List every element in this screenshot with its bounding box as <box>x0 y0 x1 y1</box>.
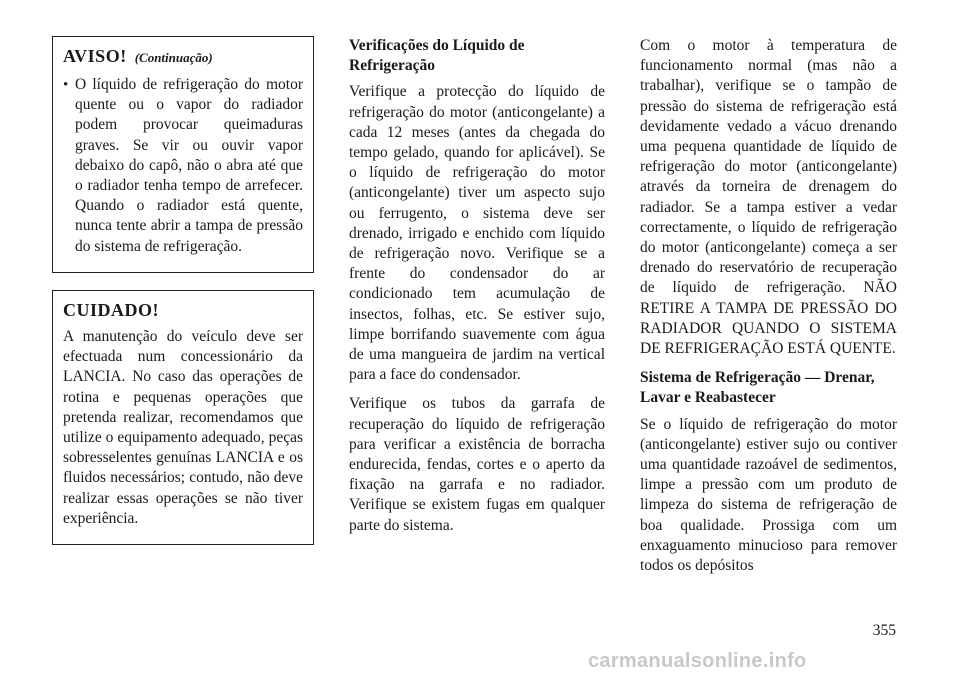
warning-title: AVISO! <box>63 46 127 66</box>
warning-box <box>52 36 314 273</box>
warning-bullet <box>63 75 303 257</box>
caution-title: CUIDADO! <box>63 300 159 320</box>
column-cooling-system <box>640 36 897 576</box>
column-coolant-checks <box>349 36 605 536</box>
page-number: 355 <box>872 622 896 639</box>
coolant-checks-paragraph-2: Verifique os tubos da garrafa de recuperação do líquido de refrigeração para verificar a existência de borracha endurecida, fendas, cortes e o aperto da fixação na garrafa e no radiador. Verifique se existem fugas em qualquer parte do sistema. <box>349 395 605 534</box>
cooling-system-heading: Sistema de Refrigeração — Drenar, Lavar e Reabastecer <box>640 369 875 407</box>
caution-text: A manutenção do veículo deve ser efectuada num concessionário da LANCIA. No caso das operações de rotina e pequenas operações que pretenda realizar, recomendamos que utilize o equipamento adequado, peças sobresselentes genuínas LANCIA e os fluidos necessários; contudo, não deve realizar essas operações se não tiver experiência. <box>63 328 303 527</box>
pressure-cap-paragraph: Com o motor à temperatura de funcionamento normal (mas não a trabalhar), verifique se o tampão de pressão do sistema de refrigeração está devidamente vedado a vácuo drenando uma pequena quantidade de líquido de refrigeração do motor (anticongelante) através da torneira de drenagem do radiador. Se a tampa estiver a vedar correctamente, o líquido de refrigeração do motor (anticongelante) começa a ser drenado do reservatório de recuperação de líquido de refrigeração. NÃO RETIRE A TAMPA DE PRESSÃO DO RADIADOR QUANDO O SISTEMA DE REFRIGERAÇÃO ESTÁ QUENTE. <box>640 37 897 358</box>
warning-title-row <box>63 45 303 67</box>
coolant-checks-paragraph-1: Verifique a protecção do líquido de refrigeração do motor (anticongelante) a cada 12 meses (antes da chegada do tempo gelado, quando for aplicável). Se o líquido de refrigeração do motor (anticongelante) tiver um aspecto sujo ou ferrugento, o sistema deve ser drenado, irrigado e enchido com líquido de refrigeração novo. Verifique se a frente do condensador do ar condicionado tem acumulação de insectos, folhas, etc. Se estiver sujo, limpe borrifando suavemente com água de uma mangueira de jardim na vertical para a face do condensador. <box>349 83 605 384</box>
watermark: carmanualsonline.info <box>588 650 807 672</box>
warning-bullet-text: O líquido de refrigeração do motor quente ou o vapor do radiador podem provocar queimaduras graves. Se vir ou ouvir vapor debaixo do capô, não o abra até que o radiador tenha tempo de arrefecer. Quando o radiador está quente, nunca tente abrir a tampa de pressão do sistema de refrigeração. <box>75 76 303 255</box>
coolant-checks-heading: Verificações do Líquido de Refrigeração <box>349 37 525 75</box>
caution-box <box>52 290 314 545</box>
cooling-system-paragraph: Se o líquido de refrigeração do motor (anticongelante) estiver sujo ou contiver uma quantidade razoável de sedimentos, limpe a pressão com um produto de limpeza do sistema de refrigeração de boa qualidade. Prossiga com um enxaguamento minucioso para remover todos os depósitos <box>640 415 897 575</box>
warning-subtitle: (Continuação) <box>134 50 213 65</box>
bullet-icon: • <box>63 77 69 93</box>
